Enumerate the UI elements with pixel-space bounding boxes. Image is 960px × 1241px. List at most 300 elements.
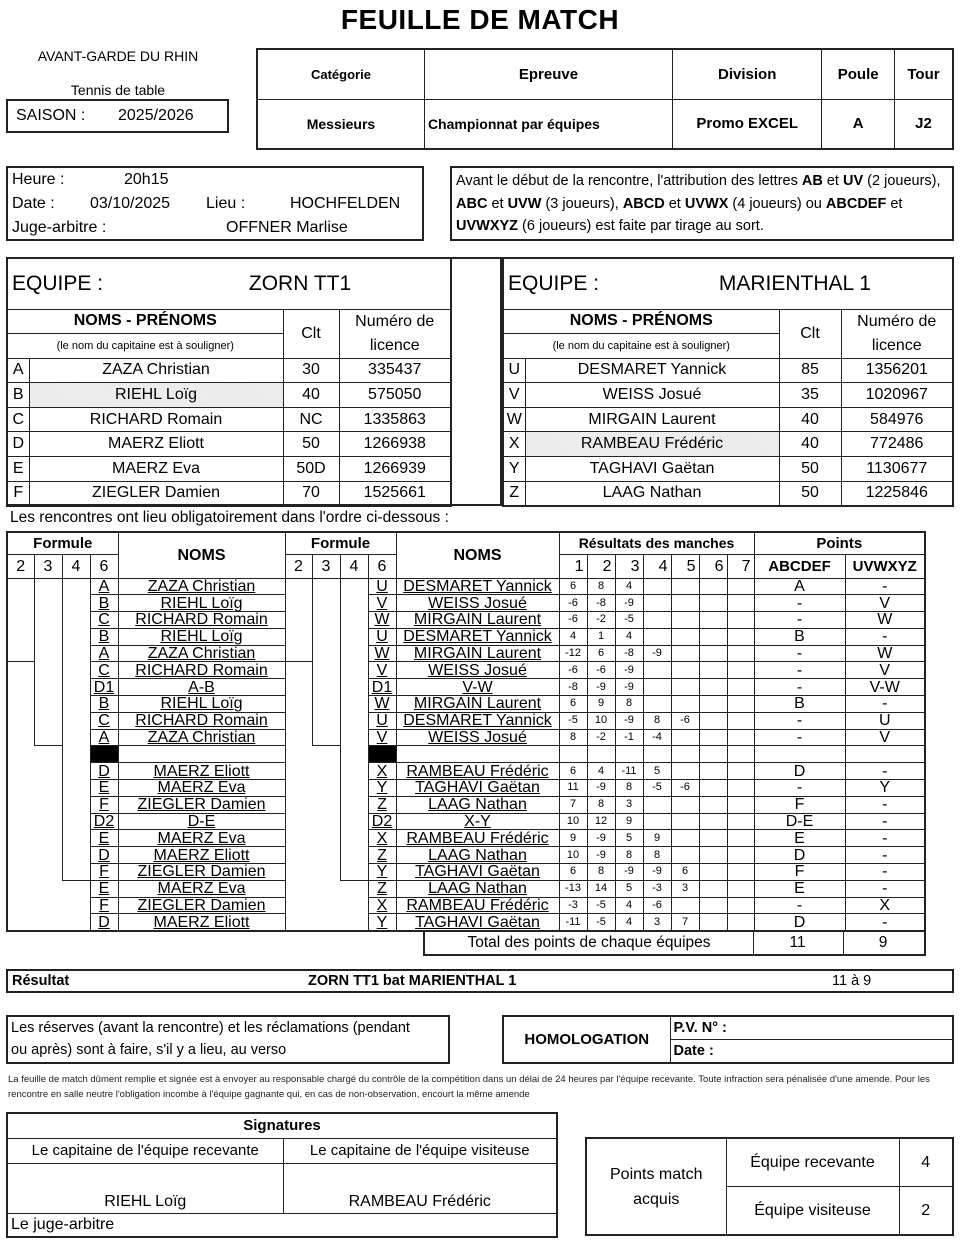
- homologation-date-field[interactable]: Date :: [670, 1040, 953, 1064]
- set-score: -8: [615, 645, 643, 662]
- results-header: Résultats des manches: [559, 532, 754, 554]
- set-score: [643, 796, 671, 813]
- notice-letters: UVW: [507, 195, 542, 212]
- set-score: 4: [587, 763, 615, 780]
- set-score: 10: [587, 712, 615, 729]
- home-player-name: MAERZ Eva: [118, 830, 285, 847]
- set-score: [727, 595, 754, 612]
- points-away: -: [845, 880, 925, 897]
- home-player-name: [118, 746, 285, 763]
- points-home: D-E: [754, 813, 845, 830]
- signature-referee[interactable]: Le juge-arbitre: [7, 1213, 557, 1237]
- home-player-letter: D: [90, 914, 118, 931]
- away-player-name: MIRGAIN Laurent: [396, 645, 559, 662]
- home-formule-col: 4: [62, 554, 90, 578]
- notice-fragment: (4 joueurs) ou: [728, 195, 826, 212]
- home-player-row: [7, 358, 451, 383]
- away-formule-4-rest: [340, 880, 368, 930]
- home-player-row: [7, 481, 451, 506]
- home-player-letter: B: [90, 628, 118, 645]
- away-player-letter: Y: [368, 914, 396, 931]
- points-home: -: [754, 662, 845, 679]
- set-score: [727, 696, 754, 713]
- away-player-name: LAAG Nathan: [396, 847, 559, 864]
- points-away: -: [845, 864, 925, 881]
- result-box: [6, 969, 954, 993]
- match-row: [7, 595, 925, 612]
- away-formule-col: 4: [340, 554, 368, 578]
- set-score: 6: [559, 763, 587, 780]
- home-player-name: ZAZA Christian: [118, 645, 285, 662]
- player-letter: A: [7, 358, 29, 383]
- draw-notice-text: [456, 173, 941, 234]
- player-licence: 1130677: [841, 457, 953, 482]
- reserves-line-1: Les réserves (avant la rencontre) et les réclamations (pendant: [11, 1020, 410, 1036]
- home-player-letter: F: [90, 796, 118, 813]
- set-score: [643, 578, 671, 595]
- player-clt: 50: [779, 481, 841, 506]
- header-tour: Tour: [894, 49, 953, 99]
- away-player-letter: V: [368, 595, 396, 612]
- set-score: [671, 595, 699, 612]
- home-col-licence-1: Numéro de: [339, 309, 451, 334]
- away-player-name: X-Y: [396, 813, 559, 830]
- set-score: [643, 612, 671, 629]
- away-player-name: TAGHAVI Gaëtan: [396, 864, 559, 881]
- set-score: -6: [559, 612, 587, 629]
- away-noms-header: NOMS: [396, 532, 559, 578]
- set-score: 11: [559, 780, 587, 797]
- set-score: [643, 595, 671, 612]
- set-score: -8: [559, 679, 587, 696]
- player-name: MAERZ Eliott: [29, 432, 283, 457]
- home-player-letter: E: [90, 780, 118, 797]
- player-licence: 772486: [841, 432, 953, 457]
- set-score: [699, 914, 727, 931]
- set-score: 4: [559, 628, 587, 645]
- away-player-letter: Y: [368, 780, 396, 797]
- player-licence: 1266938: [339, 432, 451, 457]
- match-row: [7, 679, 925, 696]
- pv-field[interactable]: P.V. N° :: [670, 1016, 953, 1040]
- set-score: [643, 696, 671, 713]
- set-score: [699, 612, 727, 629]
- set-score: [727, 780, 754, 797]
- set-score: [671, 763, 699, 780]
- match-row: [7, 813, 925, 830]
- notice-fragment: Avant le début de la rencontre, l'attribution des lettres: [456, 173, 802, 189]
- match-row: [7, 712, 925, 729]
- away-player-letter: X: [368, 763, 396, 780]
- set-score: 9: [615, 813, 643, 830]
- points-home: B: [754, 628, 845, 645]
- player-licence: 584976: [841, 407, 953, 432]
- home-team-name: ZORN TT1: [248, 271, 352, 295]
- set-score: -6: [559, 662, 587, 679]
- match-points-away-label: Équipe visiteuse: [726, 1187, 899, 1236]
- set-score: -5: [615, 612, 643, 629]
- set-score: [699, 679, 727, 696]
- competition-table: [256, 48, 954, 150]
- player-name: LAAG Nathan: [525, 481, 779, 506]
- set-col-header: 5: [671, 554, 699, 578]
- season-value: 2025/2026: [118, 107, 194, 124]
- set-score: 5: [643, 763, 671, 780]
- player-clt: 50: [283, 432, 339, 457]
- home-col-clt: Clt: [283, 309, 339, 358]
- points-away: Y: [845, 780, 925, 797]
- home-formule-col: 6: [90, 554, 118, 578]
- set-score: -9: [587, 780, 615, 797]
- notice-letters: ABCDEF: [825, 195, 887, 212]
- match-row: [7, 729, 925, 746]
- match-row: [7, 612, 925, 629]
- set-score: 6: [559, 864, 587, 881]
- set-score: -5: [643, 780, 671, 797]
- home-player-name: MAERZ Eva: [118, 880, 285, 897]
- away-formule-col: 2: [285, 554, 312, 578]
- home-formule-4-rest: [62, 880, 90, 930]
- set-score: [699, 796, 727, 813]
- match-row: [7, 847, 925, 864]
- points-home: B: [754, 696, 845, 713]
- home-player-letter: E: [90, 880, 118, 897]
- points-away: -: [845, 830, 925, 847]
- away-formule-3-rest: [312, 746, 340, 931]
- info-box: [6, 166, 424, 241]
- fine-print-line-1: La feuille de match dûment remplie et signée est à envoyer au responsable chargé du contrôle de la compétition dans un délai de 24 heures par l'équipe recevante. Toute infraction sera pénalisée d'une amende. Pour les: [8, 1074, 930, 1085]
- value-tour: J2: [894, 99, 953, 149]
- match-row: [7, 578, 925, 595]
- set-score: -9: [615, 679, 643, 696]
- points-home: [754, 746, 845, 763]
- player-name: RAMBEAU Frédéric: [525, 432, 779, 457]
- set-score: -6: [671, 780, 699, 797]
- notice-fragment: (6 joueurs) est faite par tirage au sort.: [518, 218, 764, 234]
- team-divider: [450, 257, 502, 506]
- home-player-name: ZAZA Christian: [118, 578, 285, 595]
- set-score: -3: [643, 880, 671, 897]
- home-player-letter: F: [90, 864, 118, 881]
- set-score: 4: [615, 578, 643, 595]
- home-team-table: [6, 257, 452, 507]
- set-score: -9: [643, 645, 671, 662]
- player-name: WEISS Josué: [525, 383, 779, 408]
- match-points-label-1: Points match: [610, 1165, 703, 1183]
- match-points-away-value: 2: [899, 1187, 953, 1236]
- points-home: E: [754, 830, 845, 847]
- set-score: 6: [671, 864, 699, 881]
- match-row: [7, 780, 925, 797]
- set-score: [643, 628, 671, 645]
- match-points-home-label: Équipe recevante: [726, 1138, 899, 1187]
- home-formule-3-rest: [34, 746, 62, 931]
- home-equipe-label: EQUIPE :: [12, 271, 104, 295]
- set-score: [699, 662, 727, 679]
- home-player-name: ZIEGLER Damien: [118, 796, 285, 813]
- home-formule-header: Formule: [7, 532, 118, 554]
- home-player-name: ZAZA Christian: [118, 729, 285, 746]
- set-score: -9: [587, 847, 615, 864]
- season-label: SAISON :: [16, 107, 86, 124]
- set-score: [671, 612, 699, 629]
- away-player-letter: [368, 746, 396, 763]
- header-division: Division: [673, 49, 822, 99]
- points-away: W: [845, 645, 925, 662]
- away-player-name: TAGHAVI Gaëtan: [396, 914, 559, 931]
- set-score: 4: [615, 628, 643, 645]
- header-poule: Poule: [822, 49, 895, 99]
- player-letter: W: [503, 407, 525, 432]
- set-score: [699, 813, 727, 830]
- juge-value: OFFNER Marlise: [226, 219, 348, 236]
- home-player-letter: [90, 746, 118, 763]
- player-letter: Y: [503, 457, 525, 482]
- player-clt: NC: [283, 407, 339, 432]
- signature-home-name[interactable]: RIEHL Loïg: [7, 1163, 283, 1213]
- points-away-header: UVWXYZ: [845, 554, 925, 578]
- player-name: RICHARD Romain: [29, 407, 283, 432]
- set-col-header: 3: [615, 554, 643, 578]
- set-score: 10: [559, 813, 587, 830]
- set-score: 6: [587, 645, 615, 662]
- home-player-letter: A: [90, 645, 118, 662]
- points-away: -: [845, 813, 925, 830]
- player-clt: 30: [283, 358, 339, 383]
- set-score: [671, 645, 699, 662]
- set-score: 9: [643, 830, 671, 847]
- set-score: [699, 780, 727, 797]
- total-away: 9: [842, 932, 926, 956]
- away-formule-header: Formule: [285, 532, 396, 554]
- home-formule-4-bracket: [62, 578, 90, 880]
- home-formule-3-bracket: [34, 578, 62, 746]
- match-row: [7, 796, 925, 813]
- away-player-row: [503, 457, 953, 482]
- away-formule-3-bracket: [312, 578, 340, 746]
- set-score: 6: [559, 578, 587, 595]
- player-licence: 1356201: [841, 358, 953, 383]
- home-player-row: [7, 383, 451, 408]
- away-player-letter: X: [368, 830, 396, 847]
- set-score: 7: [671, 914, 699, 931]
- points-away: W: [845, 612, 925, 629]
- set-score: -9: [615, 712, 643, 729]
- home-player-letter: E: [90, 830, 118, 847]
- notice-fragment: et: [822, 173, 843, 189]
- away-player-letter: U: [368, 628, 396, 645]
- set-score: [699, 712, 727, 729]
- player-clt: 50D: [283, 457, 339, 482]
- points-home: E: [754, 880, 845, 897]
- set-score: 8: [643, 847, 671, 864]
- set-score: [699, 880, 727, 897]
- player-clt: 50: [779, 457, 841, 482]
- fine-print: [8, 1072, 958, 1102]
- points-away: -: [845, 628, 925, 645]
- set-score: 8: [587, 578, 615, 595]
- away-player-name: DESMARET Yannick: [396, 628, 559, 645]
- player-name: ZIEGLER Damien: [29, 481, 283, 506]
- set-score: 9: [559, 830, 587, 847]
- set-col-header: 2: [587, 554, 615, 578]
- points-home: -: [754, 595, 845, 612]
- set-score: [727, 763, 754, 780]
- set-score: -9: [643, 864, 671, 881]
- set-score: [559, 746, 587, 763]
- away-player-letter: Z: [368, 796, 396, 813]
- set-score: [643, 662, 671, 679]
- home-col-note: (le nom du capitaine est à souligner): [7, 334, 283, 359]
- set-score: -9: [587, 830, 615, 847]
- signatures-title: Signatures: [7, 1113, 557, 1138]
- home-player-name: MAERZ Eliott: [118, 847, 285, 864]
- set-score: [699, 864, 727, 881]
- signature-away-name[interactable]: RAMBEAU Frédéric: [283, 1163, 557, 1213]
- set-score: [699, 628, 727, 645]
- away-formule-4-bracket: [340, 578, 368, 880]
- player-licence: 1225846: [841, 481, 953, 506]
- away-player-name: LAAG Nathan: [396, 880, 559, 897]
- points-home: -: [754, 729, 845, 746]
- away-player-name: LAAG Nathan: [396, 796, 559, 813]
- player-name: ZAZA Christian: [29, 358, 283, 383]
- set-score: [671, 847, 699, 864]
- player-letter: B: [7, 383, 29, 408]
- notice-fragment: (3 joueurs),: [541, 195, 623, 212]
- notice-fragment: et: [487, 195, 508, 212]
- set-score: [727, 612, 754, 629]
- match-separator-row: [7, 746, 925, 763]
- set-score: 8: [587, 796, 615, 813]
- points-home: D: [754, 763, 845, 780]
- match-points-table: [585, 1137, 954, 1236]
- player-letter: Z: [503, 481, 525, 506]
- set-score: [727, 830, 754, 847]
- home-noms-header: NOMS: [118, 532, 285, 578]
- heure-label: Heure :: [12, 171, 65, 188]
- set-score: 5: [615, 880, 643, 897]
- points-away: -: [845, 847, 925, 864]
- points-home: A: [754, 578, 845, 595]
- player-licence: 1266939: [339, 457, 451, 482]
- set-score: 3: [643, 914, 671, 931]
- juge-label: Juge-arbitre :: [12, 219, 107, 236]
- points-home: -: [754, 780, 845, 797]
- away-formule-col: 3: [312, 554, 340, 578]
- away-player-letter: Z: [368, 880, 396, 897]
- set-score: [699, 746, 727, 763]
- home-player-name: ZIEGLER Damien: [118, 897, 285, 914]
- home-player-row: [7, 407, 451, 432]
- value-epreuve: Championnat par équipes: [424, 99, 672, 149]
- points-home: -: [754, 897, 845, 914]
- set-col-header: 7: [727, 554, 754, 578]
- home-player-letter: C: [90, 712, 118, 729]
- away-team-name: MARIENTHAL 1: [718, 271, 871, 295]
- set-score: 8: [559, 729, 587, 746]
- set-score: [671, 628, 699, 645]
- match-row: [7, 628, 925, 645]
- set-col-header: 6: [699, 554, 727, 578]
- set-score: -2: [587, 612, 615, 629]
- set-score: [727, 662, 754, 679]
- set-score: [699, 578, 727, 595]
- set-score: 1: [587, 628, 615, 645]
- player-letter: C: [7, 407, 29, 432]
- points-home-header: ABCDEF: [754, 554, 845, 578]
- set-score: -11: [559, 914, 587, 931]
- away-col-clt: Clt: [779, 309, 841, 358]
- points-away: -: [845, 914, 925, 931]
- home-formule-col: 3: [34, 554, 62, 578]
- home-player-name: MAERZ Eva: [118, 780, 285, 797]
- player-letter: V: [503, 383, 525, 408]
- set-score: [671, 679, 699, 696]
- set-score: -9: [615, 595, 643, 612]
- away-player-letter: U: [368, 712, 396, 729]
- away-player-name: WEISS Josué: [396, 662, 559, 679]
- signature-away-label: Le capitaine de l'équipe visiteuse: [283, 1138, 557, 1163]
- set-score: [671, 746, 699, 763]
- season-box: [6, 99, 229, 133]
- player-clt: 40: [283, 383, 339, 408]
- player-letter: D: [7, 432, 29, 457]
- set-score: [727, 729, 754, 746]
- value-division: Promo EXCEL: [673, 99, 822, 149]
- set-score: [727, 813, 754, 830]
- match-row: [7, 763, 925, 780]
- result-score: 11 à 9: [832, 973, 872, 989]
- set-score: [671, 696, 699, 713]
- set-score: 6: [559, 696, 587, 713]
- set-score: [671, 578, 699, 595]
- points-home: -: [754, 612, 845, 629]
- player-clt: 70: [283, 481, 339, 506]
- away-player-letter: W: [368, 645, 396, 662]
- match-points-label-2: acquis: [633, 1190, 680, 1208]
- set-score: -13: [559, 880, 587, 897]
- set-score: -2: [587, 729, 615, 746]
- home-player-letter: D1: [90, 679, 118, 696]
- player-letter: U: [503, 358, 525, 383]
- set-score: 8: [615, 780, 643, 797]
- reserves-line-2: ou après) sont à faire, s'il y a lieu, au verso: [11, 1042, 287, 1058]
- set-col-header: 1: [559, 554, 587, 578]
- away-formule-col: 6: [368, 554, 396, 578]
- home-player-name: RICHARD Romain: [118, 712, 285, 729]
- set-score: [727, 847, 754, 864]
- match-row: [7, 880, 925, 897]
- home-player-name: MAERZ Eliott: [118, 914, 285, 931]
- player-licence: 335437: [339, 358, 451, 383]
- notice-fragment: et: [664, 195, 685, 212]
- points-away: V: [845, 662, 925, 679]
- set-col-header: 4: [643, 554, 671, 578]
- away-col-names: NOMS - PRÉNOMS: [503, 309, 779, 334]
- set-score: 8: [615, 696, 643, 713]
- player-licence: 1525661: [339, 481, 451, 506]
- home-player-letter: F: [90, 897, 118, 914]
- set-score: [587, 746, 615, 763]
- home-player-row: [7, 432, 451, 457]
- notice-letters: AB: [801, 173, 823, 189]
- set-score: [699, 729, 727, 746]
- away-formule-2-bracket: [285, 578, 312, 662]
- total-label: Total des points de chaque équipes: [423, 932, 754, 956]
- lieu-label: Lieu :: [206, 195, 246, 212]
- points-away: X: [845, 897, 925, 914]
